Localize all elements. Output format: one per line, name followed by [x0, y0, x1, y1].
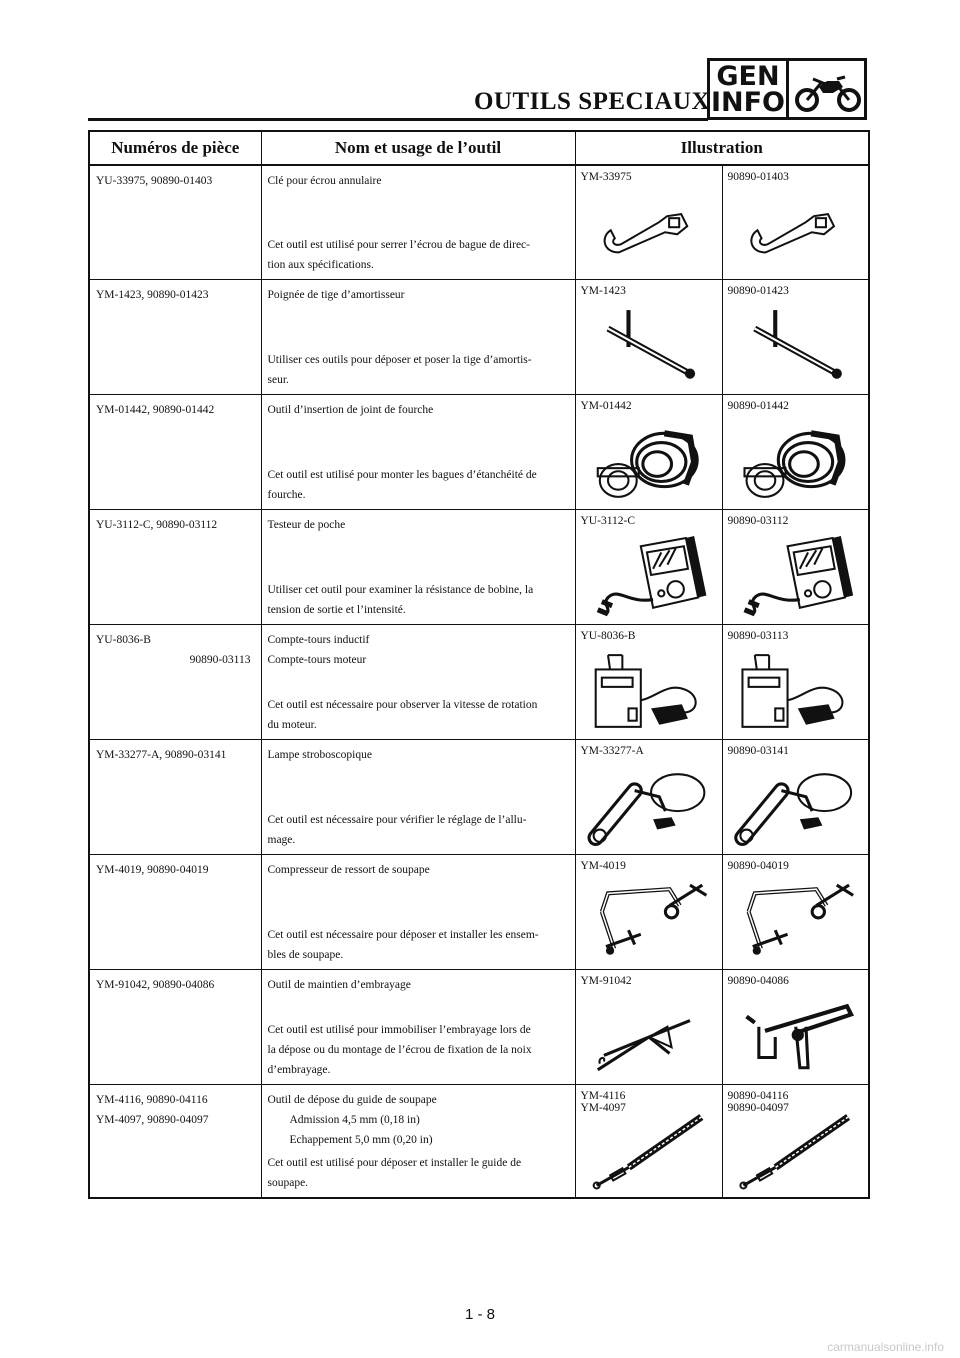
tool-description: du moteur.: [267, 718, 317, 731]
valve-guide-remover-illustration: [731, 1111, 861, 1192]
part-number: YM-4116, 90890-04116: [96, 1093, 208, 1106]
tool-description: bles de soupape.: [267, 948, 344, 961]
illustration-code: YM-1423: [580, 284, 626, 297]
illustration-code: 90890-03113: [727, 629, 789, 642]
tool-description: Cet outil est nécessaire pour déposer et installer les ensem-: [267, 928, 539, 941]
tool-name-cell: [261, 1084, 575, 1198]
watermark: carmanualsonline.info: [827, 1340, 944, 1354]
clutch-holder-illustration: [584, 996, 714, 1078]
table-header-row: [89, 131, 869, 165]
tool-name: Lampe stroboscopique: [267, 748, 372, 761]
valve-spring-compressor-drawing: [731, 881, 861, 963]
illustration-code: YU-3112-C: [580, 514, 636, 527]
tool-name: Compresseur de ressort de soupape: [267, 863, 430, 876]
pocket-tester-illustration: [731, 536, 861, 618]
tool-description: mage.: [267, 833, 296, 846]
tool-description: Cet outil est nécessaire pour observer la vitesse de rotation: [267, 698, 538, 711]
tool-spec: Echappement 5,0 mm (0,20 in): [289, 1133, 433, 1146]
table-row: [89, 509, 869, 624]
part-numbers-cell: [89, 509, 261, 624]
table-body: [89, 165, 869, 1198]
tool-description: seur.: [267, 373, 289, 386]
illustration-code: YM-33277-A: [580, 744, 644, 757]
tool-description: Cet outil est nécessaire pour vérifier le réglage de l’allu-: [267, 813, 527, 826]
tachometer-illustration: [584, 651, 714, 733]
illustration-left-cell: [575, 739, 722, 854]
tachometer-drawing: [731, 651, 861, 733]
special-tools-table: [88, 130, 870, 1199]
pocket-tester-drawing: [731, 536, 861, 618]
illustration-left-cell: [575, 854, 722, 969]
part-numbers-cell: [89, 279, 261, 394]
illustration-right-cell: [722, 509, 869, 624]
illustration-code: 90890-01403: [727, 171, 789, 183]
tool-name-cell: [261, 165, 575, 279]
illustration-left-cell: [575, 279, 722, 394]
illustration-code: 90890-03141: [727, 744, 789, 757]
damper-rod-holder-drawing: [731, 306, 861, 388]
illustration-left-cell: [575, 394, 722, 509]
ring-nut-wrench-illustration: [731, 192, 861, 273]
tool-name-cell: [261, 739, 575, 854]
timing-light-drawing: [584, 766, 714, 848]
tool-description: fourche.: [267, 488, 306, 501]
tool-description: Utiliser cet outil pour examiner la résistance de bobine, la: [267, 583, 534, 596]
illustration-right-cell: [722, 1084, 869, 1198]
valve-spring-compressor-illustration: [731, 881, 861, 963]
damper-rod-holder-drawing: [584, 306, 714, 388]
illustration-code: 90890-01423: [727, 284, 789, 297]
tachometer-drawing: [584, 651, 714, 733]
column-header-illustration: Illustration: [575, 131, 869, 165]
illustration-right-cell: [722, 739, 869, 854]
illustration-left-cell: [575, 1084, 722, 1198]
illustration-left-cell: [575, 624, 722, 739]
tool-description: la dépose ou du montage de l’écrou de fixation de la noix: [267, 1043, 532, 1056]
bike-badge: [789, 58, 867, 120]
damper-rod-holder-illustration: [584, 306, 714, 388]
valve-guide-remover-illustration: [584, 1111, 714, 1192]
illustration-code: YM-4019: [580, 859, 626, 872]
illustration-code: YM-4116: [580, 1089, 626, 1102]
illustration-code: YM-01442: [580, 399, 632, 412]
pocket-tester-illustration: [584, 536, 714, 618]
illustration-right-cell: [722, 624, 869, 739]
tool-name: Outil d’insertion de joint de fourche: [267, 403, 434, 416]
tool-description: Cet outil est utilisé pour immobiliser l’embrayage lors de: [267, 1023, 531, 1036]
table-row: [89, 854, 869, 969]
tool-description: tion aux spécifications.: [267, 258, 374, 271]
tool-name: Poignée de tige d’amortisseur: [267, 288, 405, 301]
illustration-left-cell: [575, 969, 722, 1084]
part-number: 90890-03113: [189, 653, 251, 666]
part-numbers-cell: [89, 165, 261, 279]
illustration-code: 90890-04086: [727, 974, 789, 987]
illustration-left-cell: [575, 509, 722, 624]
illustration-code: YM-33975: [580, 171, 632, 183]
illustration-code: YM-91042: [580, 974, 632, 987]
part-number: YM-1423, 90890-01423: [96, 288, 209, 301]
ring-nut-wrench-drawing: [584, 192, 714, 273]
tool-name: Outil de dépose du guide de soupape: [267, 1093, 437, 1106]
ring-nut-wrench-drawing: [731, 192, 861, 273]
illustration-code: YU-8036-B: [580, 629, 636, 642]
tool-name-cell: [261, 969, 575, 1084]
tool-name-cell: [261, 854, 575, 969]
tool-name-cell: [261, 624, 575, 739]
fork-seal-driver-illustration: [731, 421, 861, 503]
gen-label: GEN: [716, 61, 780, 92]
table-row: [89, 279, 869, 394]
timing-light-illustration: [584, 766, 714, 848]
clutch-holder-drawing: [731, 996, 861, 1078]
tool-name-cell: [261, 509, 575, 624]
tool-name: Compte-tours moteur: [267, 653, 367, 666]
part-number: YM-4019, 90890-04019: [96, 863, 209, 876]
fork-seal-driver-illustration: [584, 421, 714, 503]
gen-info-badge: [707, 58, 789, 120]
table-row: [89, 1084, 869, 1198]
part-numbers-cell: [89, 739, 261, 854]
timing-light-drawing: [731, 766, 861, 848]
valve-spring-compressor-illustration: [584, 881, 714, 963]
illustration-right-cell: [722, 279, 869, 394]
ring-nut-wrench-illustration: [584, 192, 714, 273]
illustration-left-cell: [575, 165, 722, 279]
clutch-holder-illustration: [731, 996, 861, 1078]
column-header-tool-name: Nom et usage de l’outil: [261, 131, 575, 165]
page-title: OUTILS SPECIAUX: [473, 88, 710, 115]
illustration-right-cell: [722, 165, 869, 279]
tool-description: tension de sortie et l’intensité.: [267, 603, 406, 616]
valve-guide-remover-drawing: [584, 1111, 714, 1192]
table-row: [89, 969, 869, 1084]
illustration-code: 90890-04019: [727, 859, 789, 872]
tool-description: Cet outil est utilisé pour déposer et installer le guide de: [267, 1157, 522, 1169]
table-row: [89, 739, 869, 854]
tachometer-illustration: [731, 651, 861, 733]
illustration-code: 90890-04097: [727, 1101, 789, 1114]
part-number: YM-91042, 90890-04086: [96, 978, 215, 991]
valve-spring-compressor-drawing: [584, 881, 714, 963]
part-numbers-cell: [89, 854, 261, 969]
tool-name: Clé pour écrou annulaire: [267, 175, 382, 187]
illustration-right-cell: [722, 969, 869, 1084]
tool-name: Outil de maintien d’embrayage: [267, 978, 411, 991]
timing-light-illustration: [731, 766, 861, 848]
tool-name: Compte-tours inductif: [267, 633, 370, 646]
part-numbers-cell: [89, 969, 261, 1084]
tool-name-cell: [261, 394, 575, 509]
illustration-code: 90890-03112: [727, 514, 789, 527]
illustration-right-cell: [722, 854, 869, 969]
part-numbers-cell: [89, 394, 261, 509]
fork-seal-driver-drawing: [584, 421, 714, 503]
tool-description: Cet outil est utilisé pour monter les bagues d’étanchéité de: [267, 468, 537, 481]
tool-name-cell: [261, 279, 575, 394]
clutch-holder-drawing: [584, 996, 714, 1078]
info-label: INFO: [710, 87, 786, 118]
motocross-bike-icon: [793, 69, 863, 115]
part-number: YU-8036-B: [96, 633, 151, 646]
tool-name: Testeur de poche: [267, 518, 346, 531]
illustration-code: 90890-01442: [727, 399, 789, 412]
part-number: YM-4097, 90890-04097: [96, 1113, 209, 1126]
page-number: 1 - 8: [464, 1306, 495, 1323]
part-number: YU-3112-C, 90890-03112: [96, 518, 218, 531]
table-row: [89, 624, 869, 739]
tool-description: d’embrayage.: [267, 1063, 331, 1076]
header-rule: [88, 118, 708, 121]
tool-description: soupape.: [267, 1177, 309, 1189]
illustration-code: 90890-04116: [727, 1089, 789, 1102]
part-numbers-cell: [89, 1084, 261, 1198]
illustration-right-cell: [722, 394, 869, 509]
damper-rod-holder-illustration: [731, 306, 861, 388]
tool-description: Cet outil est utilisé pour serrer l’écrou de bague de direc-: [267, 238, 530, 251]
tool-description: Utiliser ces outils pour déposer et poser la tige d’amortis-: [267, 353, 532, 366]
part-number: YU-33975, 90890-01403: [96, 175, 213, 187]
part-number: YM-33277-A, 90890-03141: [96, 748, 227, 761]
table-row: [89, 394, 869, 509]
part-number: YM-01442, 90890-01442: [96, 403, 215, 416]
valve-guide-remover-drawing: [731, 1111, 861, 1192]
table-row: [89, 165, 869, 279]
illustration-code: YM-4097: [580, 1101, 626, 1114]
column-header-part-numbers: Numéros de pièce: [89, 131, 261, 165]
pocket-tester-drawing: [584, 536, 714, 618]
part-numbers-cell: [89, 624, 261, 739]
tool-spec: Admission 4,5 mm (0,18 in): [289, 1113, 420, 1126]
fork-seal-driver-drawing: [731, 421, 861, 503]
